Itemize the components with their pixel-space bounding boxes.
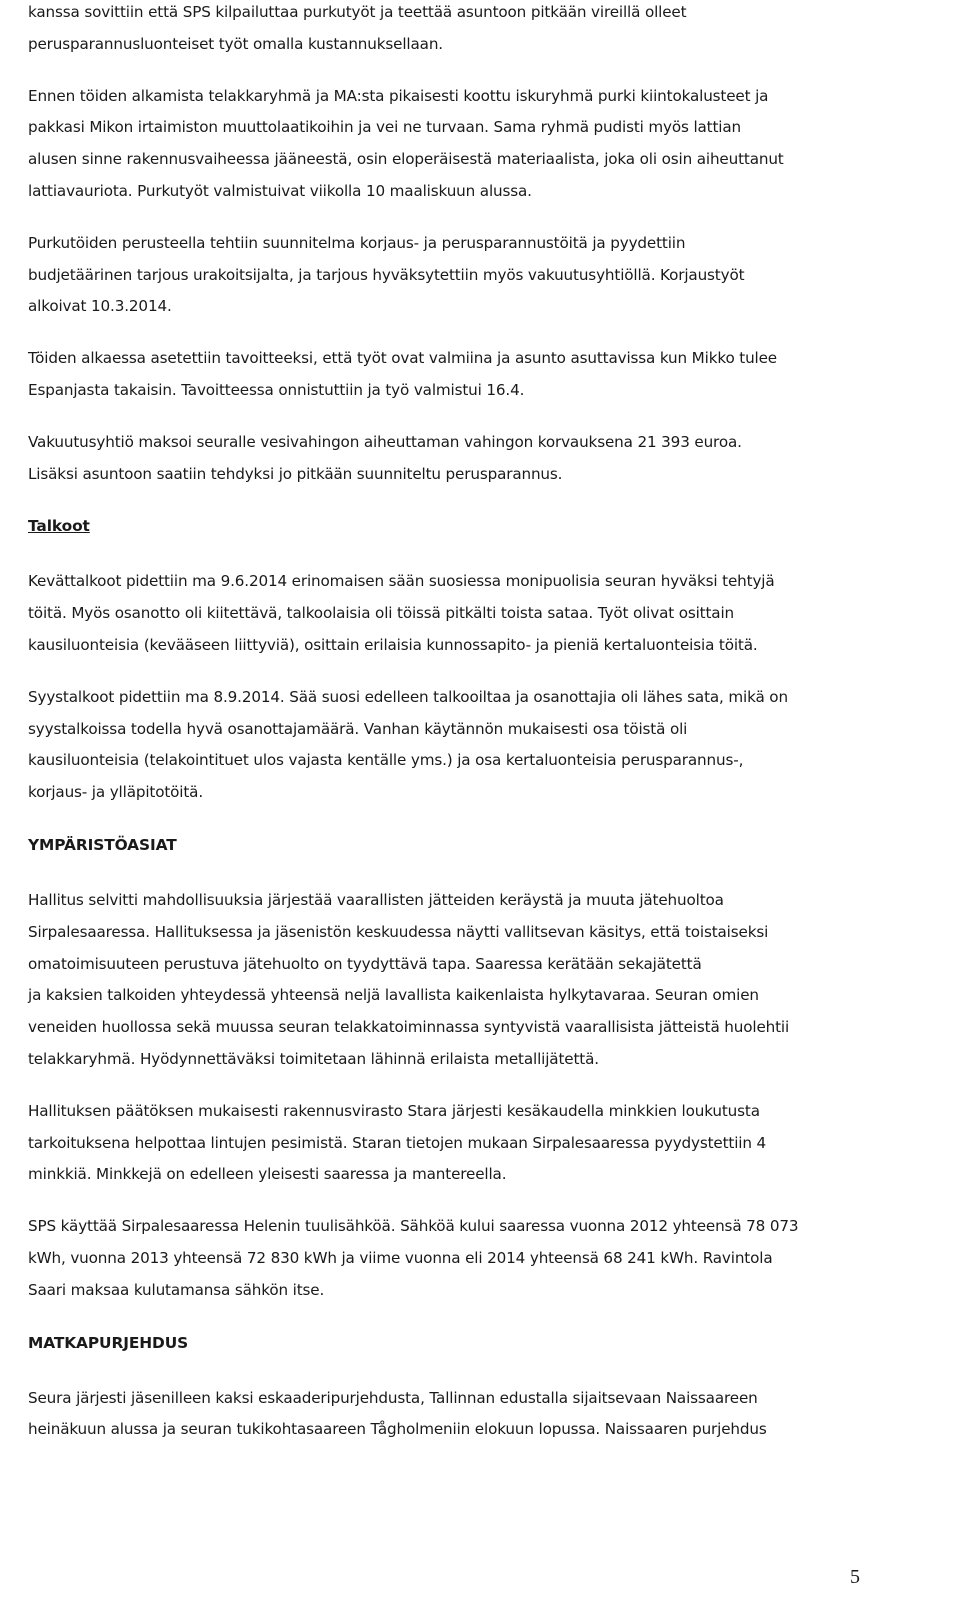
paragraph-p4 (28, 427, 940, 491)
text-line: kWh, vuonna 2013 yhteensä 72 830 kWh ja viime vuonna eli 2014 yhteensä 68 241 kWh. Ravintola (28, 1248, 773, 1267)
text-line: Lisäksi asuntoon saatiin tehdyksi jo pitkään suunniteltu perusparannus. (28, 464, 563, 483)
text-line: Seura järjesti jäsenilleen kaksi eskaaderipurjehdusta, Tallinnan edustalla sijaitsevaan Naissaareen (28, 1388, 758, 1407)
text-line: alusen sinne rakennusvaiheessa jääneestä, osin eloperäisestä materiaalista, joka oli osin aiheuttanut (28, 150, 784, 169)
text-line: töitä. Myös osanotto oli kiitettävä, talkoolaisia oli töissä pitkälti toista sataa. Työt olivat osittain (28, 604, 734, 623)
paragraph-y1 (28, 885, 940, 1076)
text-line: telakkaryhmä. Hyödynnettäväksi toimitetaan lähinnä erilaista metallijätettä. (28, 1049, 599, 1068)
text-line: kausiluonteisia (telakointituet ulos vajasta kentälle yms.) ja osa kertaluonteisia perusparannus-, (28, 751, 744, 770)
matkapurjehdus-section (28, 1327, 940, 1447)
renovation-section (28, 0, 940, 490)
text-line: kausiluonteisia (kevääseen liittyviä), osittain erilaisia kunnossapito- ja pieniä kertaluonteisia töitä. (28, 635, 758, 654)
text-line: Kevättalkoot pidettiin ma 9.6.2014 erinomaisen sään suosiessa monipuolisia seuran hyväksi tehtyjä (28, 572, 775, 591)
text-line: alkoivat 10.3.2014. (28, 297, 172, 316)
paragraph-p0 (28, 0, 940, 61)
ymparistoasiat-section (28, 829, 940, 1307)
text-line: kanssa sovittiin että SPS kilpailuttaa purkutyöt ja teettää asuntoon pitkään vireillä olleet (28, 3, 687, 21)
text-line: lattiavauriota. Purkutyöt valmistuivat viikolla 10 maaliskuun alussa. (28, 181, 532, 200)
page-number: 5 (850, 1566, 860, 1588)
section-heading-talkoot: Talkoot (28, 517, 90, 536)
text-line: Syystalkoot pidettiin ma 8.9.2014. Sää suosi edelleen talkooiltaa ja osanottajia oli lähes sata, mikä on (28, 687, 788, 706)
paragraph-p1 (28, 81, 940, 208)
text-line: Hallitus selvitti mahdollisuuksia järjestää vaarallisten jätteiden keräystä ja muuta jätehuoltoa (28, 890, 724, 909)
text-line: minkkiä. Minkkejä on edelleen yleisesti saaressa ja mantereella. (28, 1165, 507, 1184)
text-line: SPS käyttää Sirpalesaaressa Helenin tuulisähköä. Sähköä kului saaressa vuonna 2012 yhteensä 78 073 (28, 1217, 799, 1236)
text-line: Sirpalesaaressa. Hallituksessa ja jäsenistön keskuudessa näytti vallitsevan käsitys, että toistaiseksi (28, 922, 769, 941)
paragraph-t1 (28, 566, 940, 661)
section-heading-ymparistoasiat: YMPÄRISTÖASIAT (28, 835, 177, 854)
text-line: Espanjasta takaisin. Tavoitteessa onnistuttiin ja työ valmistui 16.4. (28, 380, 525, 399)
paragraph-y2 (28, 1096, 940, 1191)
paragraph-t2 (28, 682, 940, 809)
text-line: tarkoituksena helpottaa lintujen pesimistä. Staran tietojen mukaan Sirpalesaaressa pyydystettiin 4 (28, 1133, 767, 1152)
paragraph-y3 (28, 1211, 940, 1306)
text-line: Töiden alkaessa asetettiin tavoitteeksi, että työt ovat valmiina ja asunto asuttavissa kun Mikko tulee (28, 349, 778, 368)
text-line: Hallituksen päätöksen mukaisesti rakennusvirasto Stara järjesti kesäkaudella minkkien loukutusta (28, 1101, 760, 1120)
paragraph-m1 (28, 1383, 940, 1447)
paragraph-p2 (28, 228, 940, 323)
text-line: syystalkoissa todella hyvä osanottajamäärä. Vanhan käytännön mukaisesti osa töistä oli (28, 719, 688, 738)
text-line: ja kaksien talkoiden yhteydessä yhteensä neljä lavallista kaikenlaista hylkytavaraa. Seuran omien (28, 986, 759, 1005)
text-line: perusparannusluonteiset työt omalla kustannuksellaan. (28, 34, 443, 53)
text-line: Purkutöiden perusteella tehtiin suunnitelma korjaus- ja perusparannustöitä ja pyydettiin (28, 233, 686, 252)
text-line: korjaus- ja ylläpitotöitä. (28, 783, 204, 802)
text-line: pakkasi Mikon irtaimiston muuttolaatikoihin ja vei ne turvaan. Sama ryhmä pudisti myös lattian (28, 118, 741, 137)
page-content (28, 0, 940, 1466)
text-line: Ennen töiden alkamista telakkaryhmä ja MA:sta pikaisesti koottu iskuryhmä purki kiintokalusteet ja (28, 86, 769, 105)
text-line: budjetäärinen tarjous urakoitsijalta, ja tarjous hyväksytettiin myös vakuutusyhtiöllä. Korjaustyöt (28, 265, 745, 284)
paragraph-p3 (28, 343, 940, 407)
text-line: veneiden huollossa sekä muussa seuran telakkatoiminnassa syntyvistä vaarallisista jätteistä huolehtii (28, 1018, 790, 1037)
text-line: omatoimisuuteen perustuva jätehuolto on tyydyttävä tapa. Saaressa kerätään sekajätettä (28, 954, 702, 973)
text-line: Saari maksaa kulutamansa sähkön itse. (28, 1280, 325, 1299)
section-heading-matkapurjehdus: MATKAPURJEHDUS (28, 1333, 189, 1352)
text-line: heinäkuun alussa ja seuran tukikohtasaareen Tågholmeniin elokuun lopussa. Naissaaren purjehdus (28, 1420, 767, 1439)
text-line: Vakuutusyhtiö maksoi seuralle vesivahingon aiheuttaman vahingon korvauksena 21 393 euroa. (28, 432, 742, 451)
talkoot-section (28, 510, 940, 809)
